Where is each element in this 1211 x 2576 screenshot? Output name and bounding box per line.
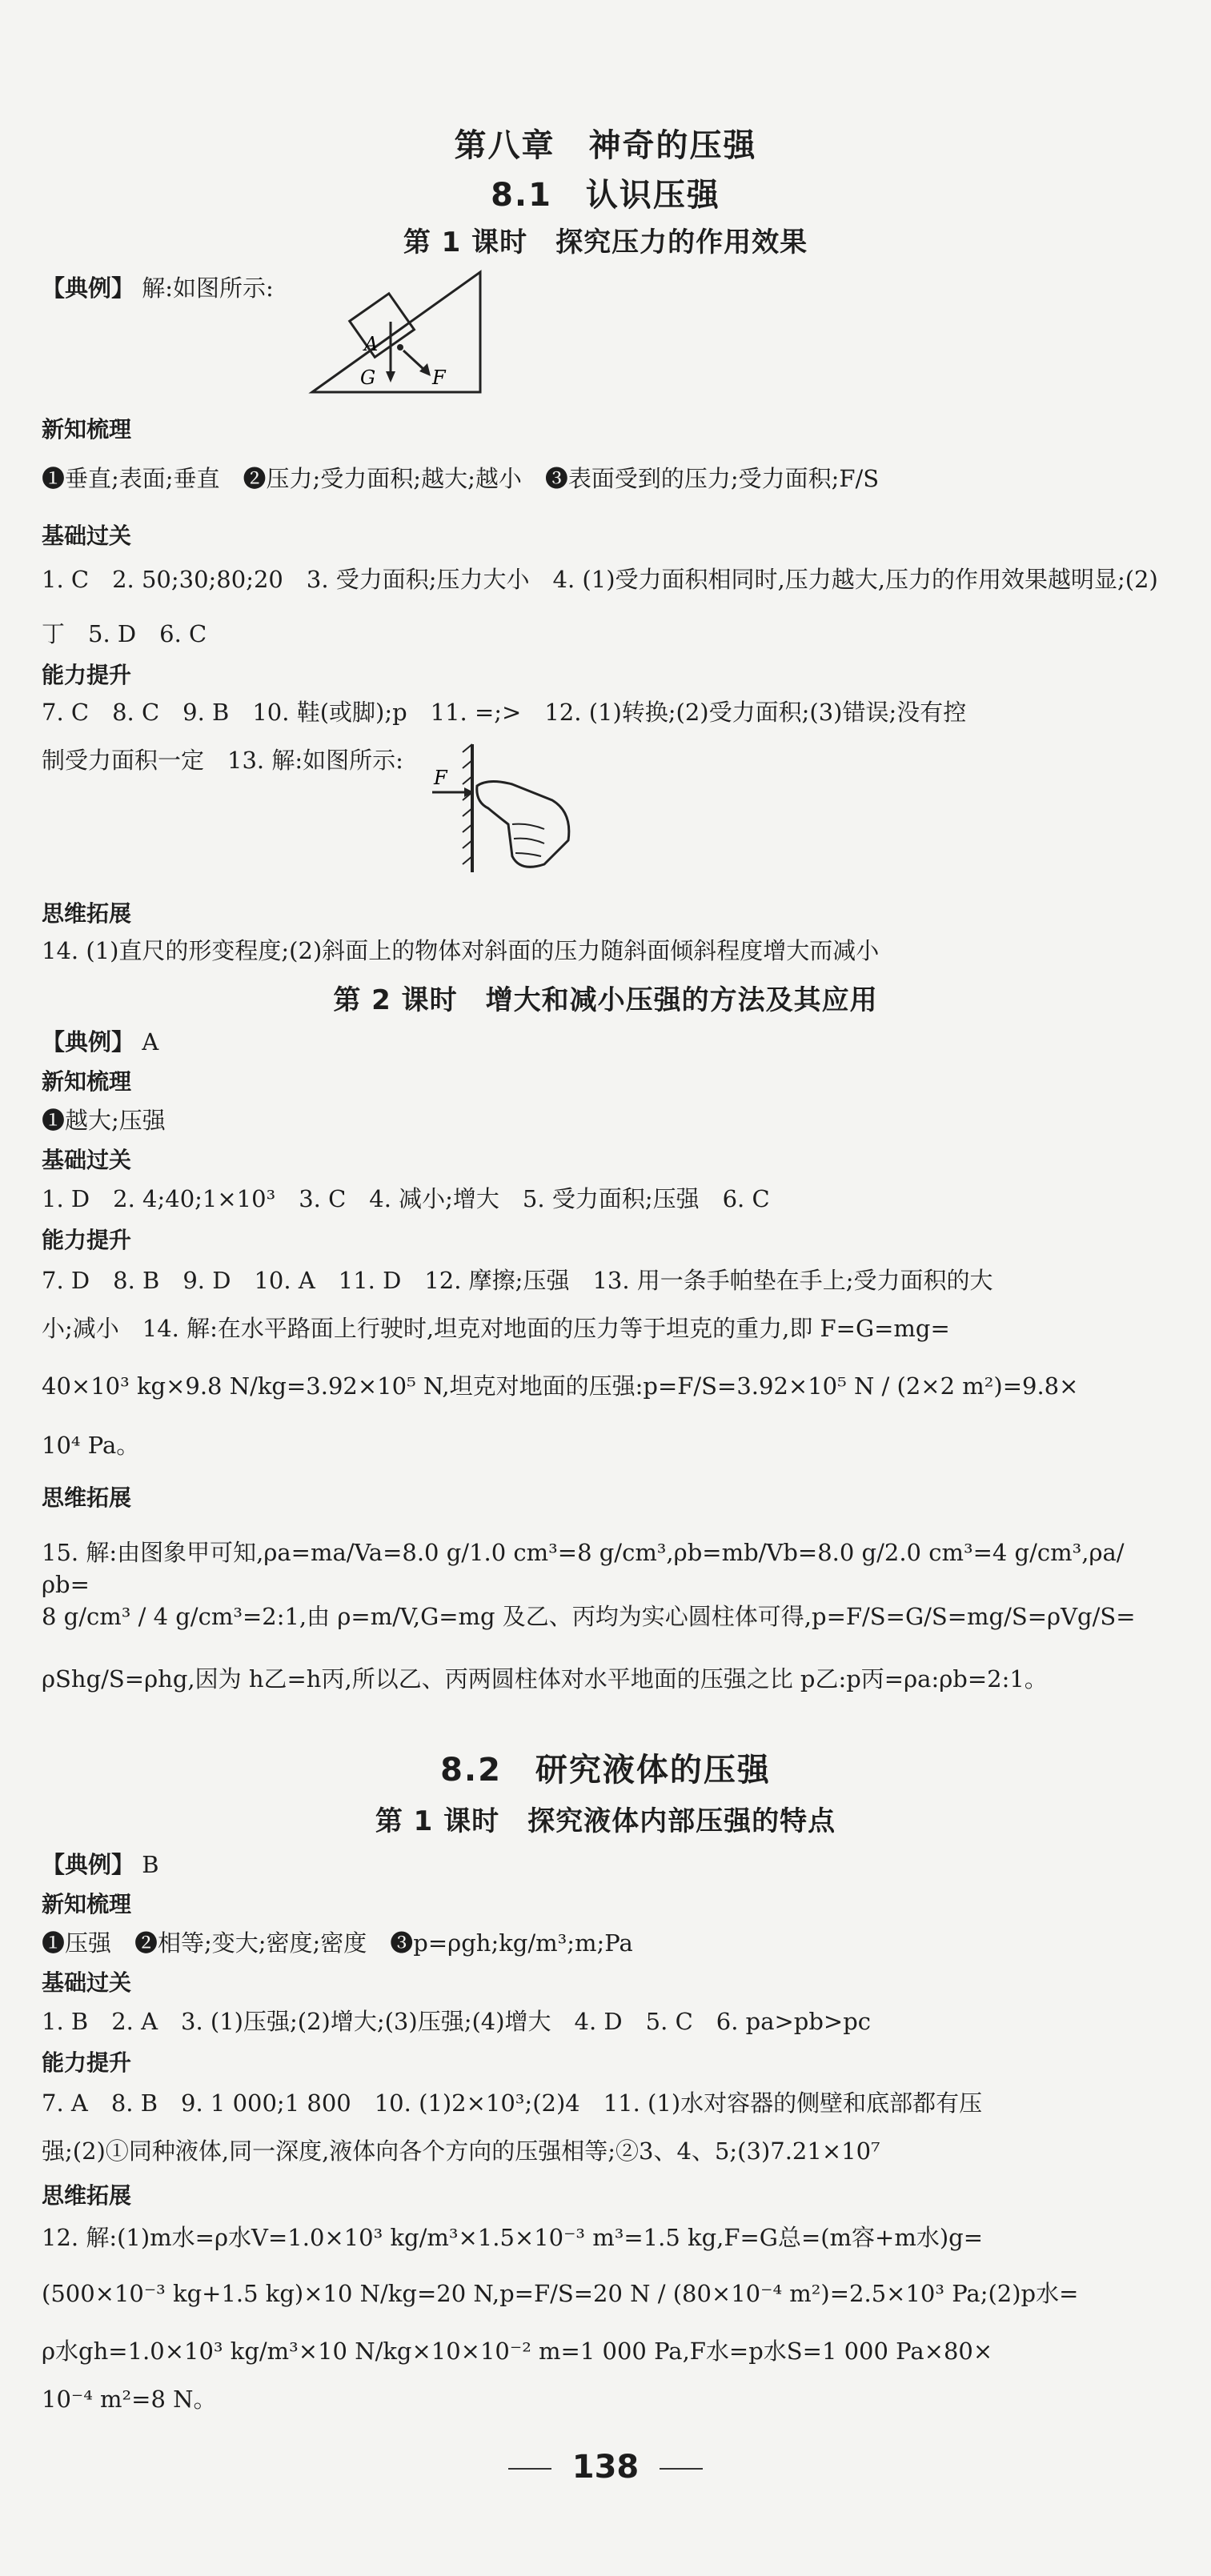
- new-knowledge-text-3: ❶压强 ❷相等;变大;密度;密度 ❸p=ρgh;kg/m³;m;Pa: [42, 1929, 633, 1957]
- chapter-title: 第八章 神奇的压强: [454, 127, 757, 164]
- label-g: G: [360, 367, 376, 389]
- new-knowledge-text-1: ❶垂直;表面;垂直 ❷压力;受力面积;越大;越小 ❸表面受到的压力;受力面积;F/S: [42, 465, 880, 492]
- thinking-text-3c: ρ水gh=1.0×10³ kg/m³×10 N/kg×10×10⁻² m=1 000 Pa,F水=p水S=1 000 Pa×80×: [42, 2338, 993, 2365]
- basic-label-2: 基础过关: [42, 1147, 132, 1173]
- ability-label-3: 能力提升: [42, 2049, 132, 2076]
- page-number-row: [0, 2449, 1211, 2486]
- ability-text-2a: 7. D 8. B 9. D 10. A 11. D 12. 摩擦;压强 13. 用一条手帕垫在手上;受力面积的大: [42, 1267, 993, 1294]
- incline-force-figure: [304, 264, 496, 400]
- basic-label-3: 基础过关: [42, 1969, 132, 1996]
- thinking-label-1: 思维拓展: [42, 900, 132, 927]
- ability-text-1a: 7. C 8. C 9. B 10. 鞋(或脚);p 11. =;> 12. (1)转换;(2)受力面积;(3)错误;没有控: [42, 699, 967, 726]
- finger-wall-figure: [424, 736, 600, 880]
- example-row: [42, 272, 1170, 304]
- lesson-title-8-1-1: 第 1 课时 探究压力的作用效果: [403, 226, 808, 258]
- page-number: 138: [571, 2449, 640, 2486]
- lesson-title-8-1-2: 第 2 课时 增大和减小压强的方法及其应用: [333, 984, 878, 1016]
- thinking-text-3b: (500×10⁻³ kg+1.5 kg)×10 N/kg=20 N,p=F/S=20 N / (80×10⁻⁴ m²)=2.5×10³ Pa;(2)p水=: [42, 2280, 1079, 2307]
- ability-text-3a: 7. A 8. B 9. 1 000;1 800 10. (1)2×10³;(2)4 11. (1)水对容器的侧壁和底部都有压: [42, 2089, 983, 2117]
- example-text-3: B: [142, 1851, 159, 1878]
- example-text-2: A: [142, 1028, 159, 1056]
- example-row-2: [42, 1026, 1170, 1058]
- section-title-8-1: 8.1 认识压强: [491, 177, 720, 214]
- thinking-text-3a: 12. 解:(1)m水=ρ水V=1.0×10³ kg/m³×1.5×10⁻³ m³=1.5 kg,F=G总=(m容+m水)g=: [42, 2224, 984, 2251]
- thinking-text-2a: 15. 解:由图象甲可知,ρa=ma/Va=8.0 g/1.0 cm³=8 g/cm³,ρb=mb/Vb=8.0 g/2.0 cm³=4 g/cm³,ρa/ρb=: [42, 1539, 1125, 1598]
- new-knowledge-text-2: ❶越大;压强: [42, 1107, 166, 1134]
- example-row-3: [42, 1849, 1170, 1881]
- basic-label-1: 基础过关: [42, 523, 132, 549]
- ability-text-3b: 强;(2)①同种液体,同一深度,液体向各个方向的压强相等;②3、4、5;(3)7.21×10⁷: [42, 2137, 880, 2165]
- lesson-title-8-2-1: 第 1 课时 探究液体内部压强的特点: [375, 1805, 836, 1837]
- example-label-2: 【典例】: [42, 1028, 135, 1056]
- thinking-text-2b: 8 g/cm³ / 4 g/cm³=2:1,由 ρ=m/V,G=mg 及乙、丙均为实心圆柱体可得,p=F/S=G/S=mg/S=ρVg/S=: [42, 1603, 1136, 1630]
- example-label: 【典例】: [42, 274, 135, 302]
- example-label-3: 【典例】: [42, 1851, 135, 1878]
- basic-text-2: 1. D 2. 4;40;1×10³ 3. C 4. 减小;增大 5. 受力面积;压强 6. C: [42, 1185, 770, 1212]
- ability-text-2d: 10⁴ Pa。: [42, 1432, 140, 1459]
- thinking-label-2: 思维拓展: [42, 1484, 132, 1511]
- ability-text-1b: 制受力面积一定 13. 解:如图所示:: [42, 747, 403, 774]
- basic-text-1: 1. C 2. 50;30;80;20 3. 受力面积;压力大小 4. (1)受力面积相同时,压力越大,压力的作用效果越明显;(2)丁 5. D 6. C: [42, 566, 1158, 647]
- left-dash: [508, 2468, 551, 2470]
- ability-text-2b: 小;减小 14. 解:在水平路面上行驶时,坦克对地面的压力等于坦克的重力,即 F=G=mg=: [42, 1315, 950, 1342]
- new-knowledge-label-3: 新知梳理: [42, 1891, 132, 1917]
- thinking-text-2c: ρShg/S=ρhg,因为 h乙=h丙,所以乙、丙两圆柱体对水平地面的压强之比 p乙:p丙=ρa:ρb=2:1。: [42, 1665, 1048, 1693]
- section-title-8-2: 8.2 研究液体的压强: [440, 1752, 771, 1789]
- new-knowledge-label-1: 新知梳理: [42, 416, 132, 443]
- right-dash: [660, 2468, 703, 2470]
- ability-label-2: 能力提升: [42, 1227, 132, 1253]
- label-f: F: [432, 367, 446, 389]
- thinking-label-3: 思维拓展: [42, 2182, 132, 2209]
- example-text: 解:如图所示:: [142, 274, 274, 302]
- label-f2: F: [434, 767, 447, 789]
- ability-label-1: 能力提升: [42, 662, 132, 688]
- new-knowledge-label-2: 新知梳理: [42, 1068, 132, 1095]
- label-a: A: [364, 333, 379, 355]
- thinking-text-1: 14. (1)直尺的形变程度;(2)斜面上的物体对斜面的压力随斜面倾斜程度增大而减小: [42, 937, 880, 964]
- thinking-text-3d: 10⁻⁴ m²=8 N。: [42, 2386, 217, 2413]
- basic-text-3: 1. B 2. A 3. (1)压强;(2)增大;(3)压强;(4)增大 4. D 5. C 6. pa>pb>pc: [42, 2008, 872, 2035]
- ability-text-2c: 40×10³ kg×9.8 N/kg=3.92×10⁵ N,坦克对地面的压强:p=F/S=3.92×10⁵ N / (2×2 m²)=9.8×: [42, 1372, 1079, 1400]
